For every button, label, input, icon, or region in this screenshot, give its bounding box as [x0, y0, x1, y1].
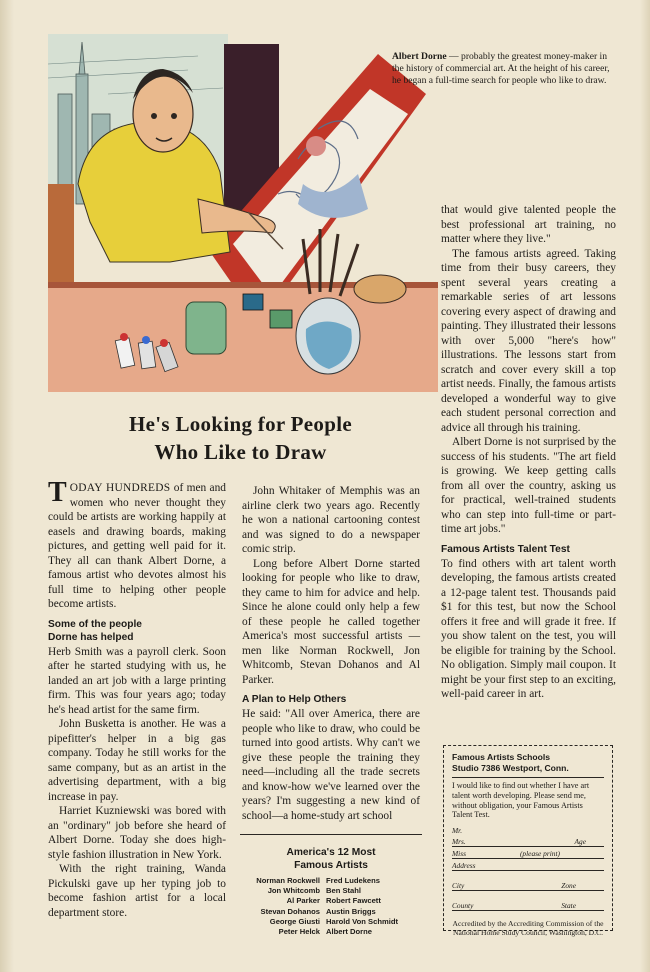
caption-name: Albert Dorne [392, 51, 447, 62]
field-address[interactable] [452, 861, 604, 871]
field-zone-label: Zone [561, 881, 576, 891]
col2-paragraph-2: Long before Albert Dorne started looking for people who like to draw, they came to him for advice and help. Since he alone could only help a few of these people he called together America's most successful artists —men like Norman Rockwell, Jon Whitcomb, Stevan Dohanos and Al Parker. [242, 557, 420, 686]
field-city-label: City [452, 881, 465, 891]
coupon-title-line1: Famous Artists Schools [452, 752, 551, 762]
col3-paragraph-4: To find others with art talent worth developing, the famous artists created a 12-page talent test. Thousands paid $1 for this test, but now the School offers it free and will grade it free. If you show talent on the test, you will be eligible for training by the School. No obligation. Simply mail coupon. It might be your first step to an exciting, well-paid career in art. [441, 557, 616, 700]
field-county-label: County [452, 901, 474, 911]
artist-name: Ben Stahl [326, 886, 362, 896]
coupon-fields [452, 826, 604, 911]
coupon-body: I would like to find out whether I have art talent worth developing. Please send me, without obligation, your Famous Artists Talent Test. [452, 781, 590, 820]
col1-paragraph-3: John Busketta is another. He was a pipefitter's helper in a big gas company. Today he still works for the same company, but as an artist in the advertising department, with a big increase in pay. [48, 718, 226, 803]
col3-subhead: Famous Artists Talent Test [441, 543, 570, 555]
col1-paragraph-5: With the right training, Wanda Pickulski gave up her typing job to become fashion artist for a local department store. [48, 863, 226, 919]
famous-artists-title-line1: America's 12 Most [286, 847, 376, 858]
coupon-title [452, 752, 604, 774]
coupon-title-line2: Studio 7386 Westport, Conn. [452, 763, 569, 773]
artist-name: Peter Helck [278, 927, 320, 937]
col1-subhead-line2: Dorne has helped [48, 631, 134, 643]
artist-row [236, 896, 426, 906]
field-miss-label: Miss [452, 849, 466, 859]
field-age-label: Age [574, 837, 586, 847]
page-edge-left [0, 0, 14, 972]
coupon-accreditation: Accredited by the Accrediting Commission of the National Home Study Council, Washington, D.C. [452, 919, 604, 938]
col1-paragraph-4: Harriet Kuzniewski was bored with an "ordinary" job before she heard of Albert Dorne. Today she does high-style fashion illustration in New York. [48, 805, 226, 861]
artist-row [236, 927, 426, 937]
mail-coupon[interactable] [443, 745, 613, 938]
field-mr[interactable] [452, 826, 604, 835]
coupon-rule [452, 777, 604, 778]
illustration-caption [392, 51, 618, 87]
field-state-label: State [561, 901, 576, 911]
col1-paragraph-2: Herb Smith was a payroll clerk. Soon after he started studying with us, he landed an art job with a large printing firm. This was four years ago; today he's head artist for the same firm. [48, 645, 226, 716]
lead-small-caps: ODAY HUNDREDS [69, 482, 171, 494]
field-city-zone[interactable] [452, 881, 604, 891]
col1-paragraph-1 [48, 477, 227, 612]
column-1 [48, 477, 227, 920]
field-mr-label: Mr. [452, 826, 463, 836]
field-miss[interactable] [452, 849, 604, 859]
famous-artists-title-line2: Famous Artists [294, 860, 368, 871]
col2-paragraph-1: John Whitaker of Memphis was an airline clerk two years ago. Recently he won a national cartooning contest and was signed to do a newspaper comic strip. [242, 485, 420, 555]
column-2 [242, 484, 420, 823]
artist-name: Robert Fawcett [326, 896, 381, 906]
field-mrs-label: Mrs. [452, 837, 466, 847]
famous-artists-list [236, 876, 426, 937]
artist-name: Stevan Dohanos [260, 906, 320, 916]
headline-line1: He's Looking for People [129, 412, 352, 436]
artist-row [236, 876, 426, 886]
col1-p1-rest: of men and women who never thought they could be artists are working happily at easels and drawing boards, making pictures, and getting well paid for it. They all can thank Albert Dorne, a famous artist who devotes almost his full time to helping other people become artists. [48, 482, 227, 610]
artist-name: Albert Dorne [326, 927, 372, 937]
col1-subhead [48, 618, 226, 644]
caption-text: — probably the greatest money-maker in the history of commercial art. At the height of his career, he began a full-time search for people who like to draw. [392, 51, 610, 86]
field-address-label: Address [452, 861, 476, 871]
col3-paragraph-3: Albert Dorne is not surprised by the success of his students. "The art field is growing. We keep getting calls from all over the country, asking us for practical, well-trained students who can step into full-time or part-time art jobs." [441, 436, 616, 535]
col2-paragraph-3: He said: "All over America, there are people who like to draw, who could be turned into good artists. Why can't we give these people the training they need—including all the trade secrets and know-how we've learned over the years? I'm suggesting a new kind of school—a home-study art school [242, 708, 420, 822]
field-mrs-age[interactable] [452, 837, 604, 847]
artist-name: George Giusti [269, 916, 320, 926]
artist-name: Harold Von Schmidt [326, 916, 399, 926]
col1-subhead-line1: Some of the people [48, 618, 142, 630]
artist-row [236, 917, 426, 927]
drop-cap: T [48, 477, 67, 508]
famous-artists-title [240, 846, 422, 872]
col3-paragraph-2: The famous artists agreed. Taking time from their busy careers, they spent several years creating a remarkable series of art lessons covering every aspect of drawing and painting. They illustrated their lessons with over 5,000 "here's how" illustrations. The lessons start from scratch and cover every skill a top artist needs. Finally, the famous artists developed a wonderful way to give each student personal correction and advice all through his training. [441, 247, 616, 434]
col2-subhead: A Plan to Help Others [242, 694, 347, 705]
artist-name: Jon Whitcomb [267, 886, 320, 896]
headline-line2: Who Like to Draw [154, 440, 327, 464]
artist-name: Norman Rockwell [256, 876, 320, 885]
col3-paragraph-1: that would give talented people the best professional art training, no matter where they live." [441, 204, 616, 245]
artist-row [236, 886, 426, 896]
artist-name: Al Parker [286, 896, 320, 906]
headline [48, 410, 433, 466]
column-divider [240, 834, 422, 835]
artist-name: Fred Ludekens [326, 876, 381, 885]
field-print-label: (please print) [519, 849, 560, 859]
artist-row [236, 907, 426, 917]
artist-name: Austin Briggs [326, 906, 376, 916]
illustration-svg [48, 34, 438, 392]
field-county-state[interactable] [452, 901, 604, 911]
column-3 [441, 203, 616, 702]
page-edge-right [640, 0, 650, 972]
albert-dorne-illustration [48, 34, 438, 392]
